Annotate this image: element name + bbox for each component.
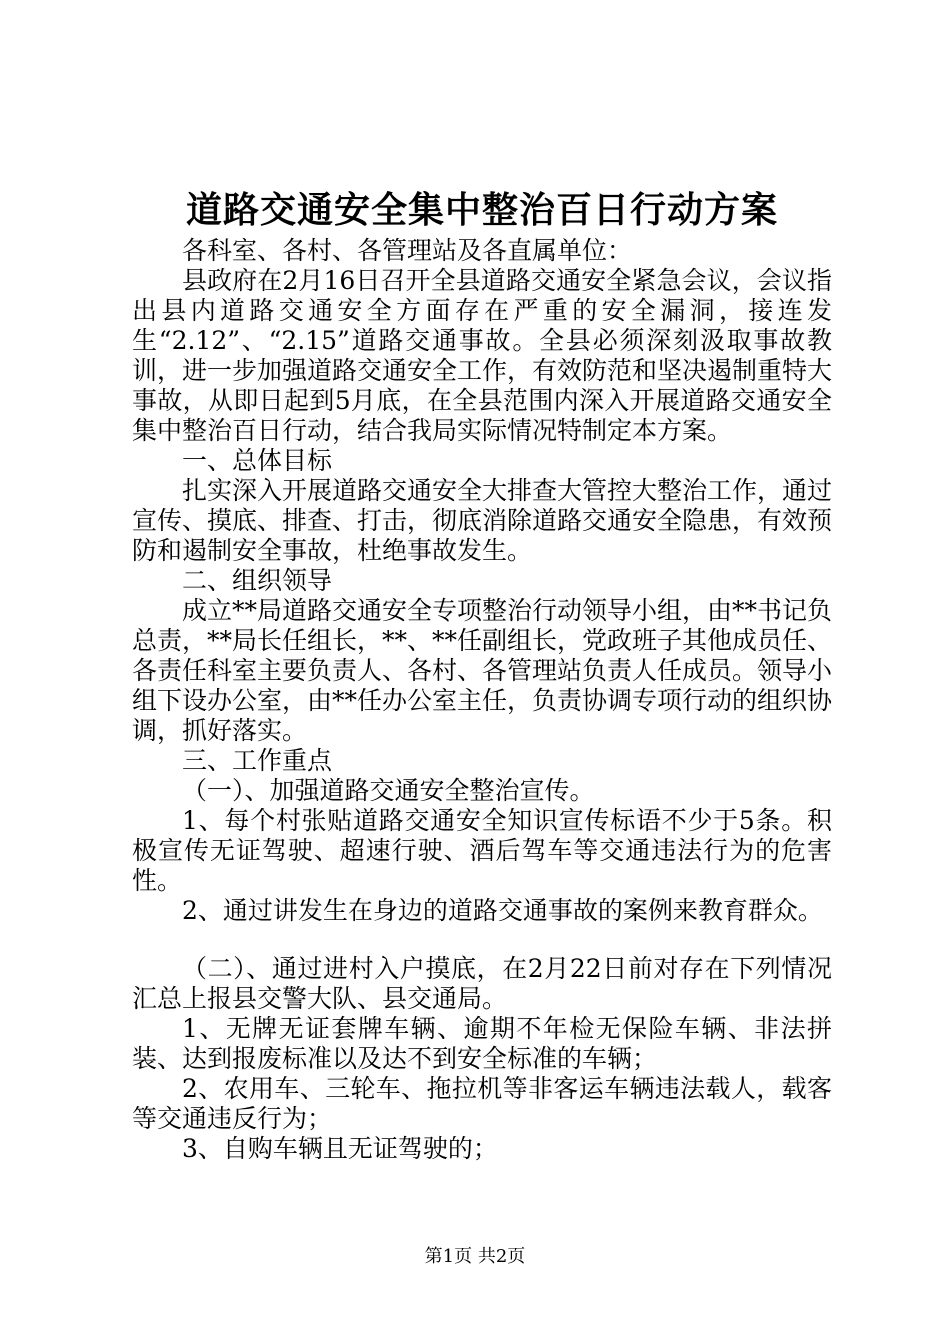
section-heading-goal: 一、总体目标 (182, 446, 333, 475)
goal-paragraph: 扎实深入开展道路交通安全大排查大管控大整治工作，通过宣传、摸底、排查、打击，彻底消除道路交通安全隐患，有效预防和遏制安全事故，杜绝事故发生。 (132, 476, 833, 565)
document-title: 道路交通安全集中整治百日行动方案 (185, 189, 778, 231)
section-heading-organization: 二、组织领导 (182, 566, 333, 595)
survey-item-2: 2、农用车、三轮车、拖拉机等非客运车辆违法载人，载客等交通违反行为； (132, 1074, 832, 1133)
page-footer: 第1页 共2页 (424, 1246, 526, 1267)
subsection-heading-publicity: （一）、加强道路交通安全整治宣传。 (182, 776, 595, 805)
section-heading-focus: 三、工作重点 (182, 746, 333, 775)
paragraph-gap (132, 926, 832, 954)
intro-paragraph: 县政府在2月16日召开全县道路交通安全紧急会议，会议指出县内道路交通安全方面存在严重的安全漏洞，接连发生“2.12”、“2.15”道路交通事故。全县必须深刻汲取事故教训，进一步加强道路交通安全工作，有效防范和坚决遏制重特大事故，从即日起到5月底，在全县范围内深入开展道路交通安全集中整治百日行动，结合我局实际情况特制定本方案。 (132, 266, 833, 445)
publicity-item-2: 2、通过讲发生在身边的道路交通事故的案例来教育群众。 (182, 896, 823, 925)
publicity-item-1: 1、每个村张贴道路交通安全知识宣传标语不少于5条。积极宣传无证驾驶、超速行驶、酒后驾车等交通违法行为的危害性。 (132, 806, 832, 895)
organization-paragraph: 成立**局道路交通安全专项整治行动领导小组，由**书记负总责，**局长任组长，**、**任副组长，党政班子其他成员任、各责任科室主要负责人、各村、各管理站负责人任成员。领导小组下设办公室，由**任办公室主任，负责协调专项行动的组织协调，抓好落实。 (132, 596, 833, 745)
document-page (132, 188, 832, 1164)
salutation: 各科室、各村、各管理站及各直属单位： (182, 236, 633, 265)
survey-item-1: 1、无牌无证套牌车辆、逾期不年检无保险车辆、非法拼装、达到报废标准以及达不到安全标准的车辆； (132, 1014, 832, 1073)
survey-item-3: 3、自购车辆且无证驾驶的； (182, 1134, 498, 1163)
subsection-heading-survey: （二）、通过进村入户摸底，在2月22日前对存在下列情况汇总上报县交警大队、县交通局。 (132, 954, 832, 1013)
